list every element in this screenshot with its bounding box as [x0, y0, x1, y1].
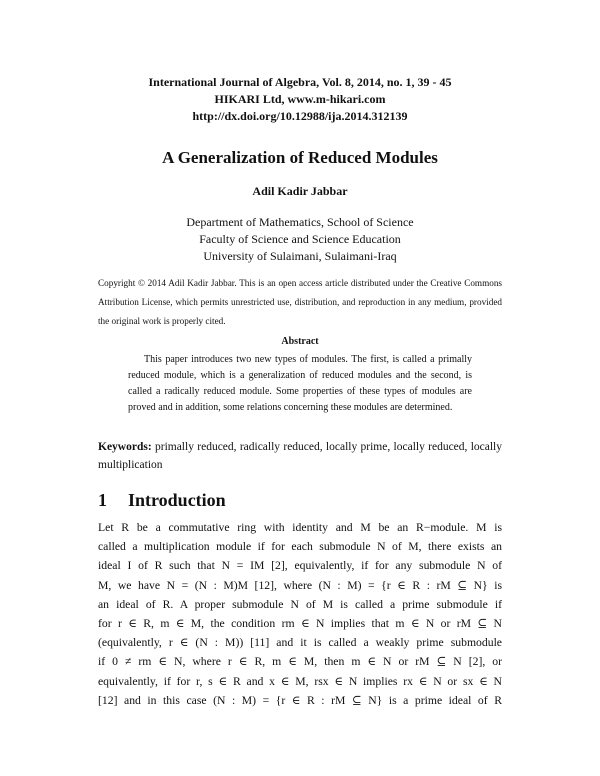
body-line: [12] and in this case (N : M) = {r ∈ R : rM ⊆ N} is a prime ideal of R [98, 693, 502, 707]
doi-link[interactable]: http://dx.doi.org/10.12988/ija.2014.312139 [192, 109, 408, 123]
abstract-heading: Abstract [281, 336, 319, 347]
section-title: Introduction [128, 490, 226, 510]
body-line: called a multiplication module if for each submodule N of M, there exists an [98, 540, 502, 554]
body-line: ideal I of R such that N = IM [2], equivalently, if for any submodule N of [98, 559, 502, 573]
body-line: for r ∈ R, m ∈ M, the condition rm ∈ N implies that m ∈ N or rM ⊆ N [98, 616, 502, 630]
body-line: if 0 ≠ rm ∈ N, where r ∈ R, m ∈ M, then m ∈ N or rM ⊆ N [2], or [98, 655, 502, 669]
affiliation-line: Faculty of Science and Science Education [199, 232, 401, 246]
body-line: M, we have N = (N : M)M [12], where (N : M) = {r ∈ R : rM ⊆ N} is [98, 578, 502, 592]
body-line: Let R be a commutative ring with identity and M be an R−module. M is [98, 521, 502, 534]
keywords-text: primally reduced, radically reduced, locally prime, locally reduced, locally multiplication [98, 441, 503, 471]
body-text [98, 518, 502, 710]
body-line: (equivalently, r ∈ (N : M)) [11] and it is called a weakly prime submodule [98, 636, 502, 650]
publisher-line: HIKARI Ltd, www.m-hikari.com [214, 92, 386, 106]
paper-title: A Generalization of Reduced Modules [162, 148, 438, 167]
affiliation-line: Department of Mathematics, School of Science [186, 215, 414, 229]
section-number: 1 [98, 490, 107, 510]
affiliation-block [0, 214, 600, 265]
abstract-text: This paper introduces two new types of modules. The first, is called a primally reduced module, which is a generalization of reduced modules and the second, is called a radically reduced module. Some properties of these types of modules are proved and in addition, some relations concerning these modules are determined. [128, 354, 472, 413]
affiliation-line: University of Sulaimani, Sulaimani-Iraq [203, 249, 397, 263]
author-name: Adil Kadir Jabbar [252, 184, 348, 198]
keywords [98, 438, 502, 474]
body-line: an ideal of R. A proper submodule N of M is called a prime submodule if [98, 597, 502, 611]
copyright-notice: Copyright © 2014 Adil Kadir Jabbar. This is an open access article distributed under the Creative Commons Attribution License, which permits unrestricted use, distribution, and reproduction in any medium, provided the original work is properly cited. [98, 278, 502, 326]
section-heading [98, 490, 502, 511]
journal-citation: International Journal of Algebra, Vol. 8, 2014, no. 1, 39 - 45 [148, 75, 452, 89]
body-line: equivalently, if for r, s ∈ R and x ∈ M, rsx ∈ N implies rx ∈ N or sx ∈ N [98, 674, 502, 688]
keywords-label: Keywords: [98, 441, 152, 453]
